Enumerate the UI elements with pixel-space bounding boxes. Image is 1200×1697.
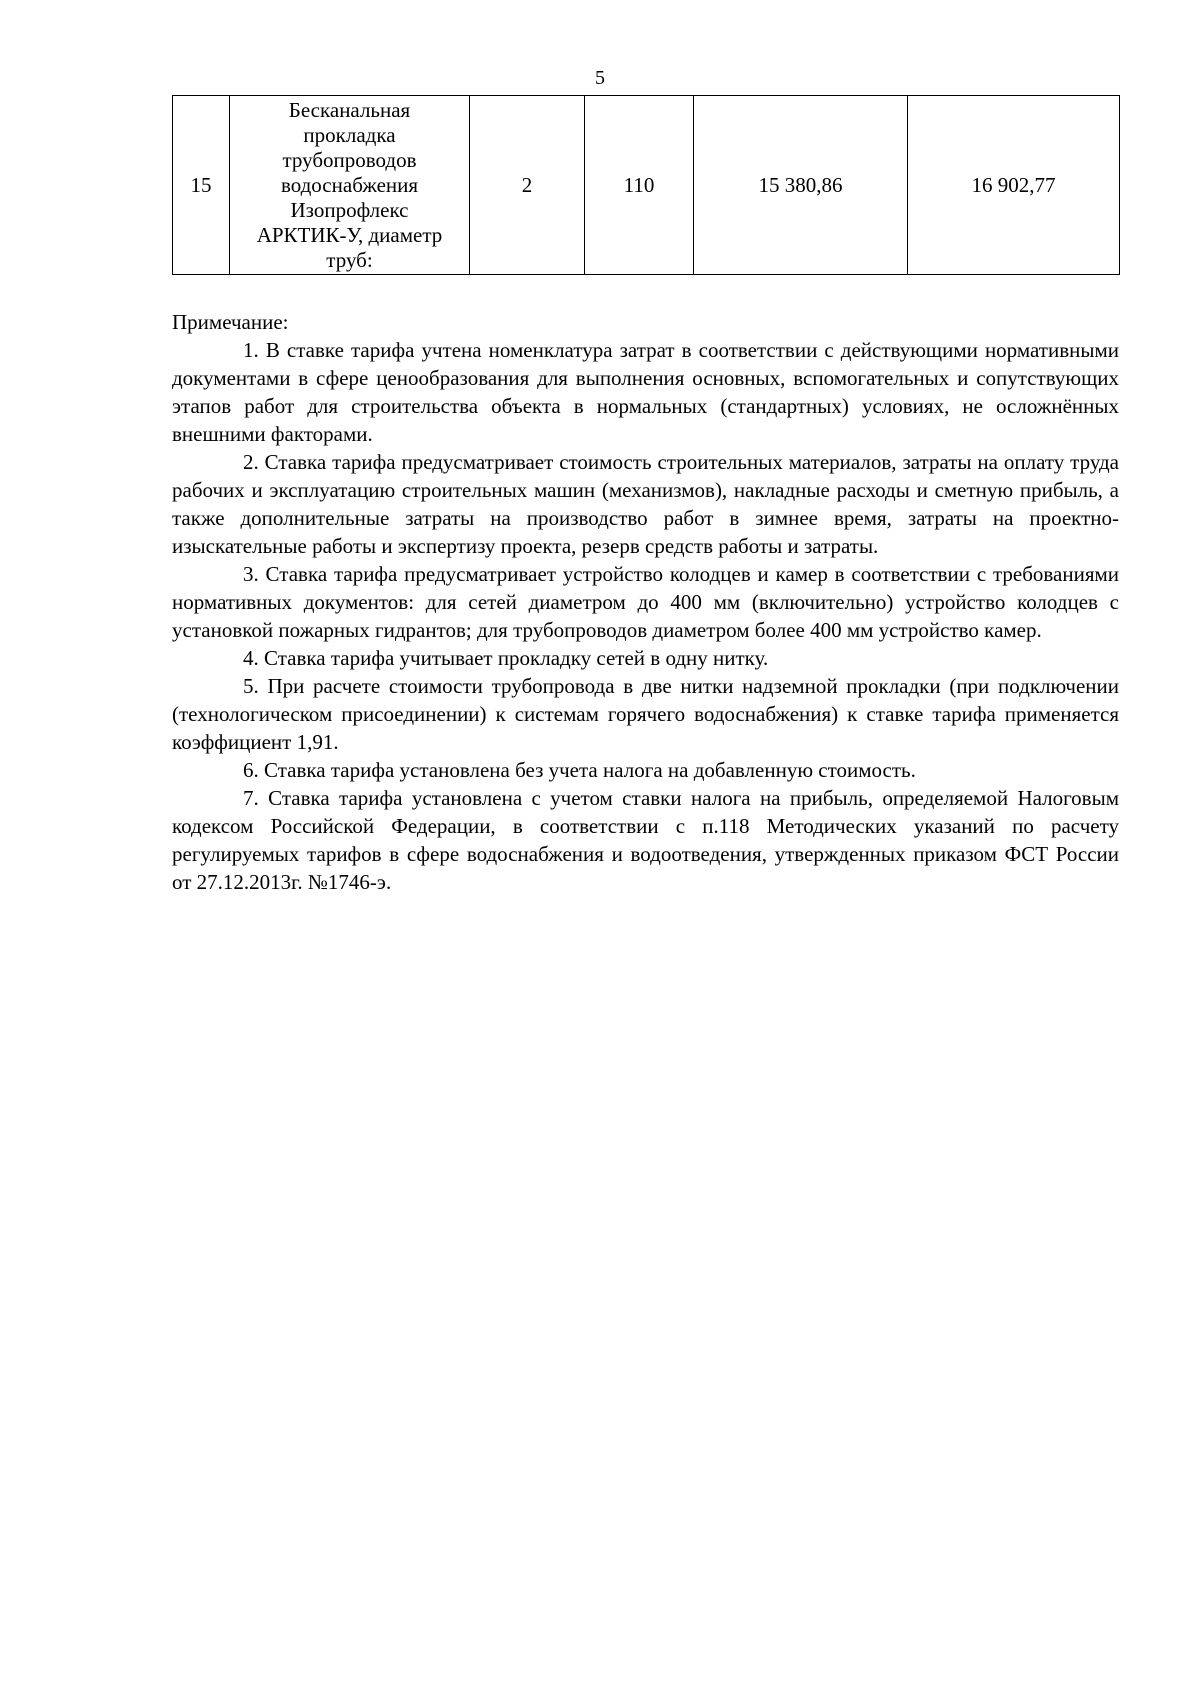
note-item: 7. Ставка тарифа установлена с учетом ставки налога на прибыль, определяемой Налоговым кодексом Российской Федерации, в соответствии с п.118 Методических указаний по расчету регулируемых тарифов в сфере водоснабжения и водоотведения, утвержденных приказом ФСТ России от 27.12.2013г. №1746-э.: [172, 786, 1119, 894]
value-cell: 16 902,77: [908, 96, 1120, 275]
description-line: труб:: [326, 248, 373, 272]
description-line: АРКТИК-У, диаметр: [256, 223, 443, 247]
tariff-table: [172, 95, 1120, 275]
description-line: прокладка: [303, 123, 396, 147]
table-row: [173, 96, 1120, 275]
value-cell: 2: [470, 96, 585, 275]
description-cell: [230, 96, 470, 275]
description-line: трубопроводов: [282, 148, 417, 172]
notes-section: [172, 308, 1119, 896]
page-number: 5: [595, 67, 605, 89]
notes-title: Примечание:: [172, 310, 289, 334]
value-cell: 110: [585, 96, 694, 275]
note-item: 6. Ставка тарифа установлена без учета налога на добавленную стоимость.: [243, 758, 916, 782]
note-item: 1. В ставке тарифа учтена номенклатура затрат в соответствии с действующими нормативными документами в сфере ценообразования для выполнения основных, вспомогательных и сопутствующих этапов работ для строительства объекта в нормальных (стандартных) условиях, не осложнённых внешними факторами.: [172, 338, 1119, 446]
note-item: 3. Ставка тарифа предусматривает устройство колодцев и камер в соответствии с требованиями нормативных документов: для сетей диаметром до 400 мм (включительно) устройство колодцев с установкой пожарных гидрантов; для трубопроводов диаметром более 400 мм устройство камер.: [172, 562, 1119, 642]
description-line: Бесканальная: [288, 98, 411, 122]
value-cell: 15 380,86: [694, 96, 908, 275]
description-line: водоснабжения: [280, 173, 419, 197]
description-line: Изопрофлекс: [290, 198, 409, 222]
note-item: 4. Ставка тарифа учитывает прокладку сетей в одну нитку.: [243, 646, 769, 670]
note-item: 5. При расчете стоимости трубопровода в две нитки надземной прокладки (при подключении (технологическом присоединении) к системам горячего водоснабжения) к ставке тарифа применяется коэффициент 1,91.: [172, 674, 1119, 754]
row-number-cell: 15: [173, 96, 230, 275]
note-item: 2. Ставка тарифа предусматривает стоимость строительных материалов, затраты на оплату труда рабочих и эксплуатацию строительных машин (механизмов), накладные расходы и сметную прибыль, а также дополнительные затраты на производство работ в зимнее время, затраты на проектно-изыскательные работы и экспертизу проекта, резерв средств работы и затраты.: [172, 450, 1119, 558]
